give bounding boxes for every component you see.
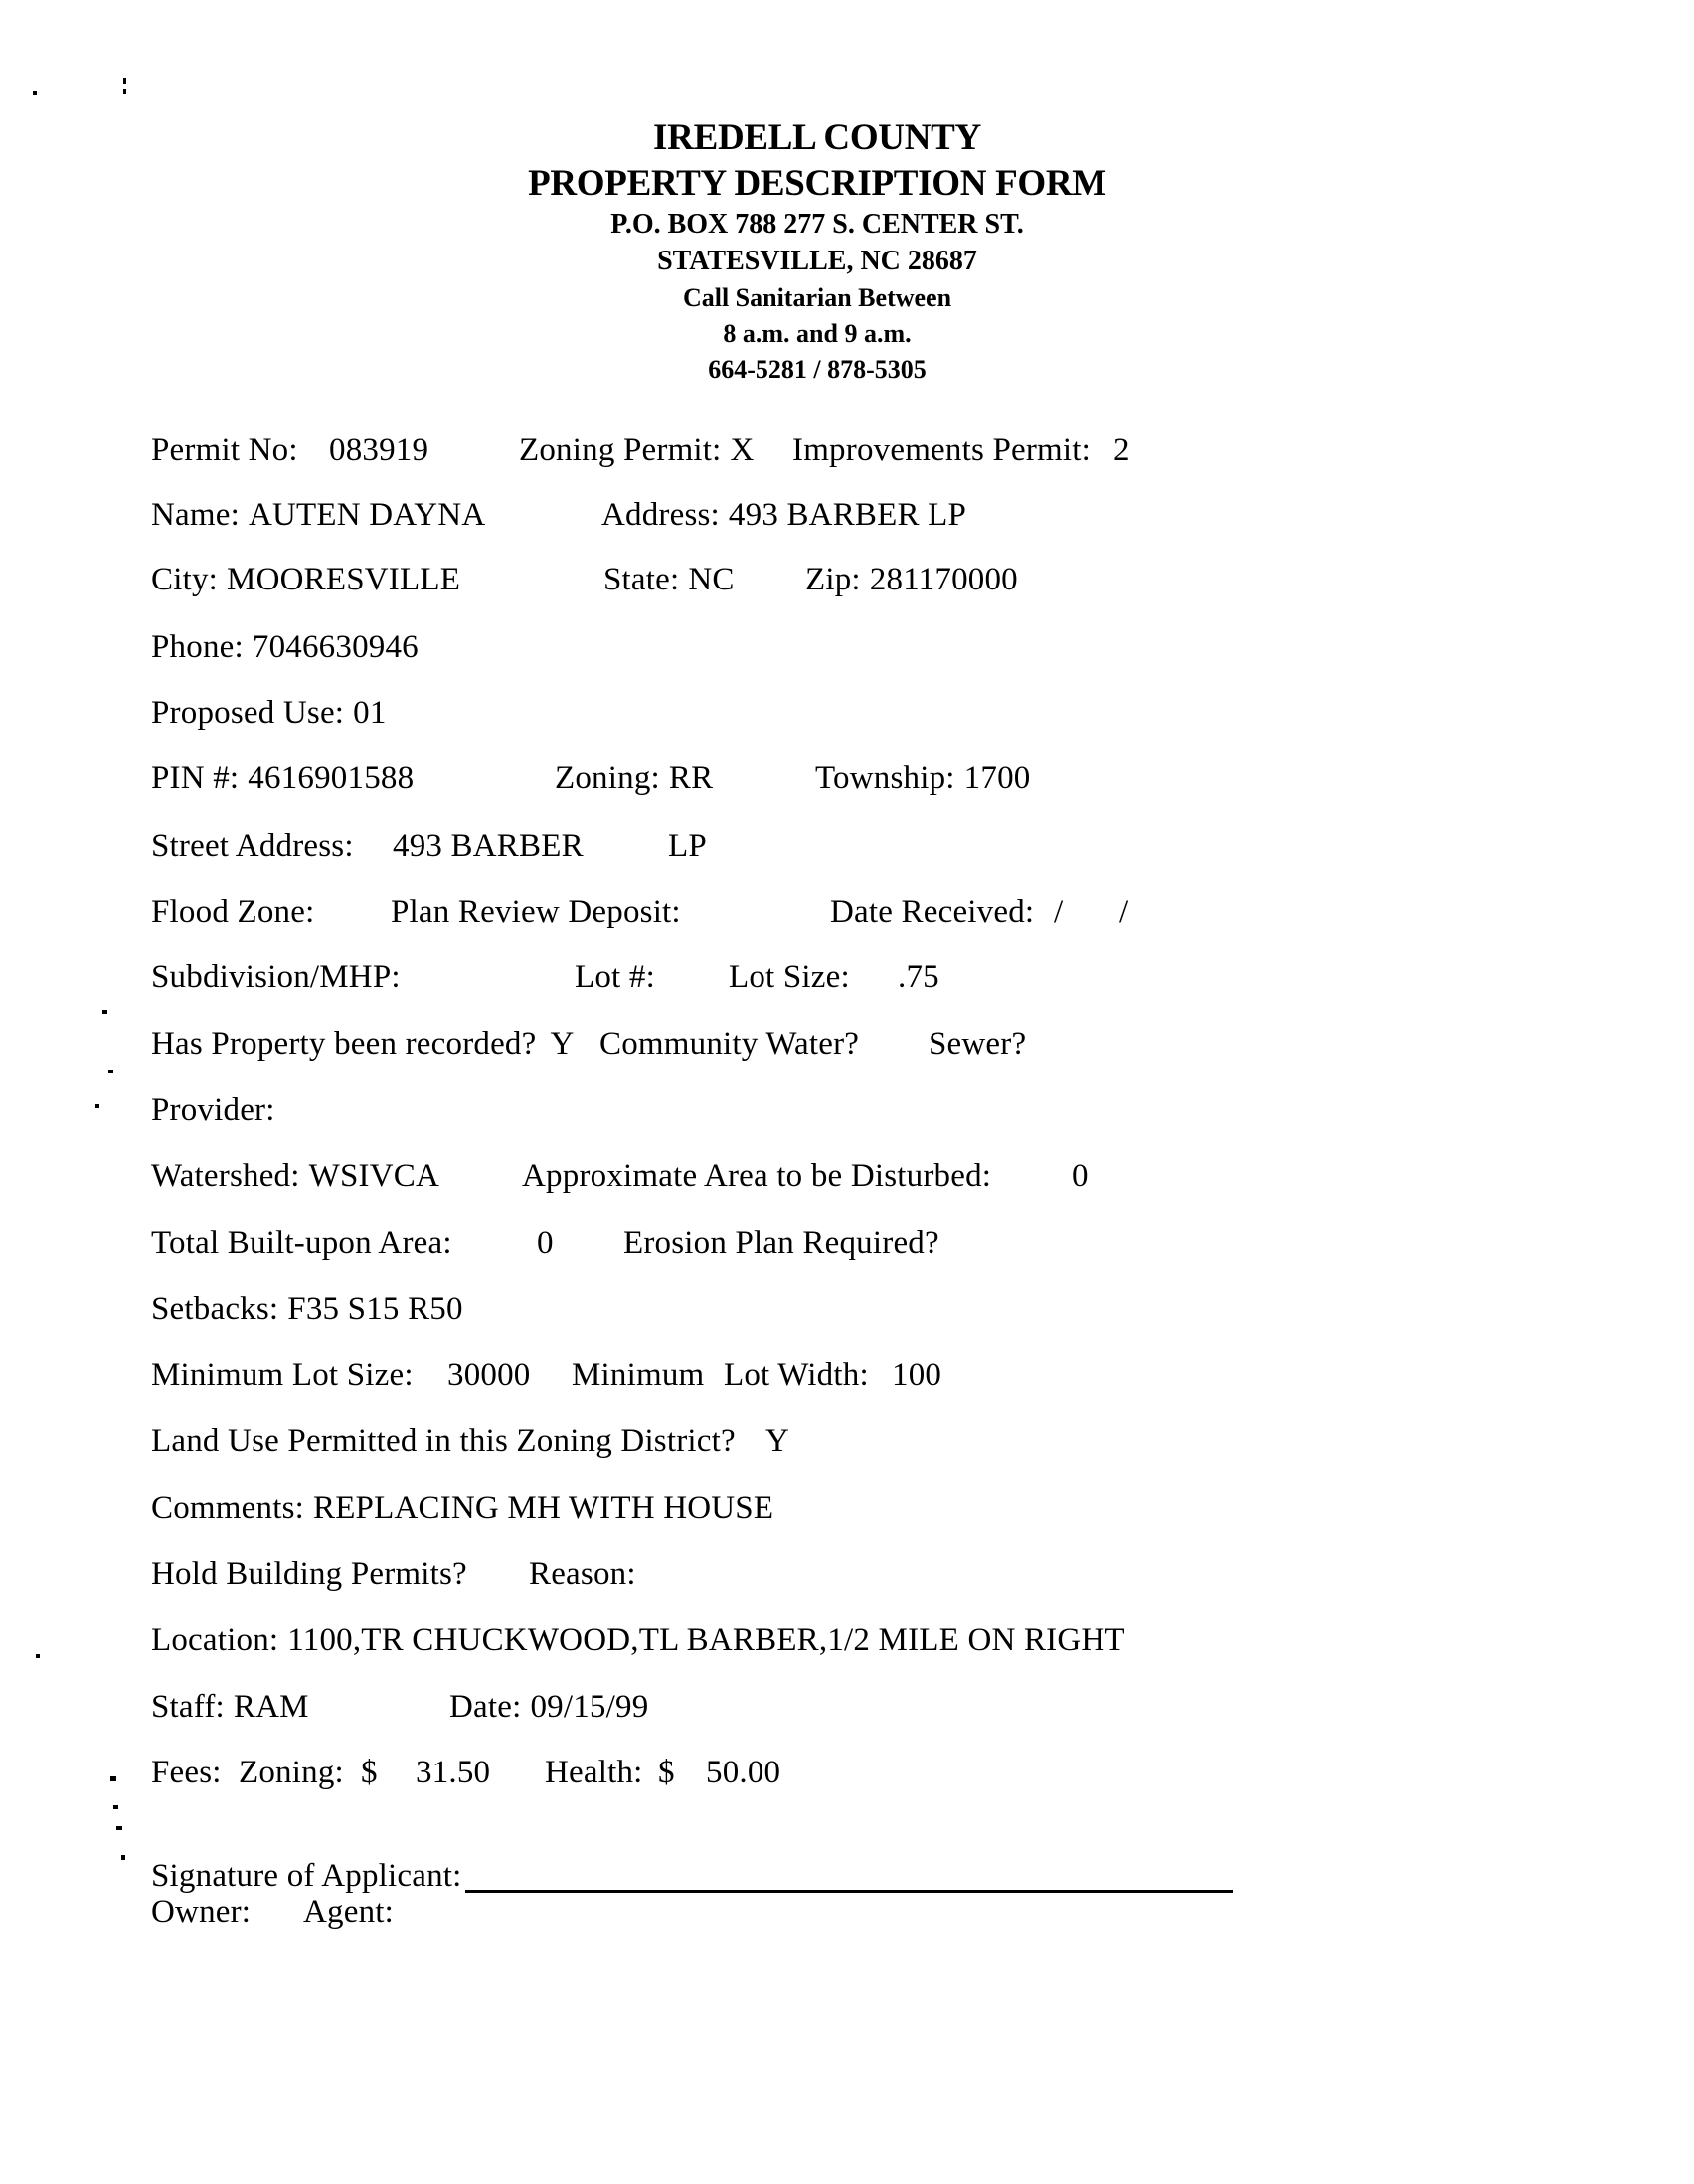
lot-width-label: Lot Width: [724,1357,869,1393]
fee-health-value: 50.00 [706,1755,781,1790]
scan-speckle [113,1805,118,1809]
watershed-value: WSIVCA [308,1158,439,1194]
proposed-use-label: Proposed Use: [151,695,345,731]
proposed-use-value: 01 [353,695,387,731]
form-title: PROPERTY DESCRIPTION FORM [528,163,1106,204]
call-sanitarian-note: Call Sanitarian Between [682,283,952,312]
phone-label: Phone: [151,629,244,665]
land-use-value: Y [765,1424,790,1459]
fee-health-dollar: $ [658,1755,675,1790]
form-line-hold-permits [0,1554,1694,1594]
form-line-comments [0,1488,1694,1528]
fees-label: Fees: [151,1755,222,1790]
form-line-pin-zoning-township [0,758,1694,798]
signature-label: Signature of Applicant: [151,1858,462,1894]
form-line-staff-date [0,1687,1694,1727]
scan-speckle [123,89,126,94]
name-label: Name: [151,497,240,533]
lot-no-label: Lot #: [575,959,655,995]
scan-speckle [33,91,37,95]
form-line-city-state-zip [0,560,1694,599]
date-received-slash: / [1119,894,1129,929]
form-line-built-upon [0,1223,1694,1262]
zoning-value: RR [668,760,714,796]
form-line-flood-zone [0,892,1694,931]
pin-value: 4616901588 [248,760,415,796]
staff-label: Staff: [151,1689,225,1725]
date-received-label: Date Received: [830,894,1035,929]
improvements-permit-label: Improvements Permit: [792,432,1092,468]
recorded-value: Y [550,1026,575,1062]
erosion-plan-label: Erosion Plan Required? [623,1225,939,1260]
city-value: MOORESVILLE [227,562,461,597]
setbacks-value: F35 S15 R50 [287,1291,463,1327]
fee-health-label: Health: [545,1755,643,1790]
city-state-zip: STATESVILLE, NC 28687 [657,246,977,276]
po-box-address: P.O. BOX 788 277 S. CENTER ST. [610,209,1024,240]
form-line-permit [0,430,1694,470]
address-value: 493 BARBER LP [728,497,967,533]
fee-zoning-dollar: $ [361,1755,378,1790]
form-line-provider [0,1091,1694,1130]
scan-speckle [123,78,126,84]
fee-zoning-label: Zoning: [239,1755,344,1790]
permit-no-value: 083919 [329,432,429,468]
agent-label: Agent: [303,1894,395,1930]
street-address-value: 493 BARBER [393,828,584,864]
hold-permits-label: Hold Building Permits? [151,1556,467,1592]
county-title: IREDELL COUNTY [653,117,981,158]
land-use-label: Land Use Permitted in this Zoning District? [151,1424,736,1459]
improvements-permit-value: 2 [1113,432,1130,468]
zoning-permit-label: Zoning Permit: [519,432,722,468]
form-line-location [0,1620,1694,1660]
watershed-label: Watershed: [151,1158,300,1194]
staff-value: RAM [233,1689,309,1725]
call-hours: 8 a.m. and 9 a.m. [723,319,912,348]
comments-label: Comments: [151,1490,304,1526]
phone-numbers: 664-5281 / 878-5305 [708,355,927,384]
form-line-proposed-use [0,693,1694,733]
form-line-recorded-water-sewer [0,1024,1694,1064]
built-upon-area-value: 0 [537,1225,554,1260]
zoning-label: Zoning: [555,760,660,796]
permit-no-label: Permit No: [151,432,298,468]
min-lot-size-value: 30000 [447,1357,531,1393]
min-lot-size-label: Minimum Lot Size: [151,1357,414,1393]
flood-zone-label: Flood Zone: [151,894,315,929]
form-line-setbacks [0,1289,1694,1329]
sewer-label: Sewer? [929,1026,1027,1062]
form-line-street-address [0,826,1694,866]
zip-label: Zip: [805,562,861,597]
township-label: Township: [815,760,955,796]
city-label: City: [151,562,219,597]
form-line-owner-agent [0,1892,1694,1932]
scan-speckle [116,1826,122,1830]
plan-review-deposit-label: Plan Review Deposit: [391,894,681,929]
state-label: State: [603,562,680,597]
name-value: AUTEN DAYNA [248,497,486,533]
form-line-phone [0,627,1694,667]
form-line-land-use [0,1422,1694,1461]
date-label: Date: [449,1689,522,1725]
owner-label: Owner: [151,1894,252,1930]
state-value: NC [688,562,735,597]
form-line-watershed [0,1156,1694,1196]
street-address-suffix: LP [668,828,707,864]
scan-speckle [102,1010,107,1014]
provider-label: Provider: [151,1092,275,1128]
date-value: 09/15/99 [530,1689,649,1725]
lot-width-value: 100 [892,1357,942,1393]
street-address-label: Street Address: [151,828,354,864]
comments-value: REPLACING MH WITH HOUSE [312,1490,774,1526]
minimum-word: Minimum [572,1357,705,1393]
reason-label: Reason: [529,1556,636,1592]
setbacks-label: Setbacks: [151,1291,279,1327]
date-received-slash: / [1054,894,1064,929]
form-line-subdivision [0,957,1694,997]
township-value: 1700 [963,760,1031,796]
recorded-label: Has Property been recorded? [151,1026,537,1062]
subdivision-mhp-label: Subdivision/MHP: [151,959,401,995]
lot-size-value: .75 [898,959,939,995]
area-disturbed-value: 0 [1072,1158,1089,1194]
built-upon-area-label: Total Built-upon Area: [151,1225,452,1260]
location-value: 1100,TR CHUCKWOOD,TL BARBER,1/2 MILE ON RIGHT [287,1622,1125,1658]
location-label: Location: [151,1622,279,1658]
fee-zoning-value: 31.50 [416,1755,491,1790]
letterhead [0,119,1634,383]
address-label: Address: [601,497,720,533]
form-line-name-address [0,495,1694,535]
form-line-minimum-lot [0,1355,1694,1395]
pin-label: PIN #: [151,760,240,796]
scan-speckle [108,1070,113,1073]
zoning-permit-value: X [730,432,755,468]
form-line-fees [0,1753,1694,1792]
phone-value: 7046630946 [252,629,419,665]
community-water-label: Community Water? [599,1026,860,1062]
zip-value: 281170000 [869,562,1018,597]
area-disturbed-label: Approximate Area to be Disturbed: [522,1158,992,1194]
lot-size-label: Lot Size: [729,959,850,995]
